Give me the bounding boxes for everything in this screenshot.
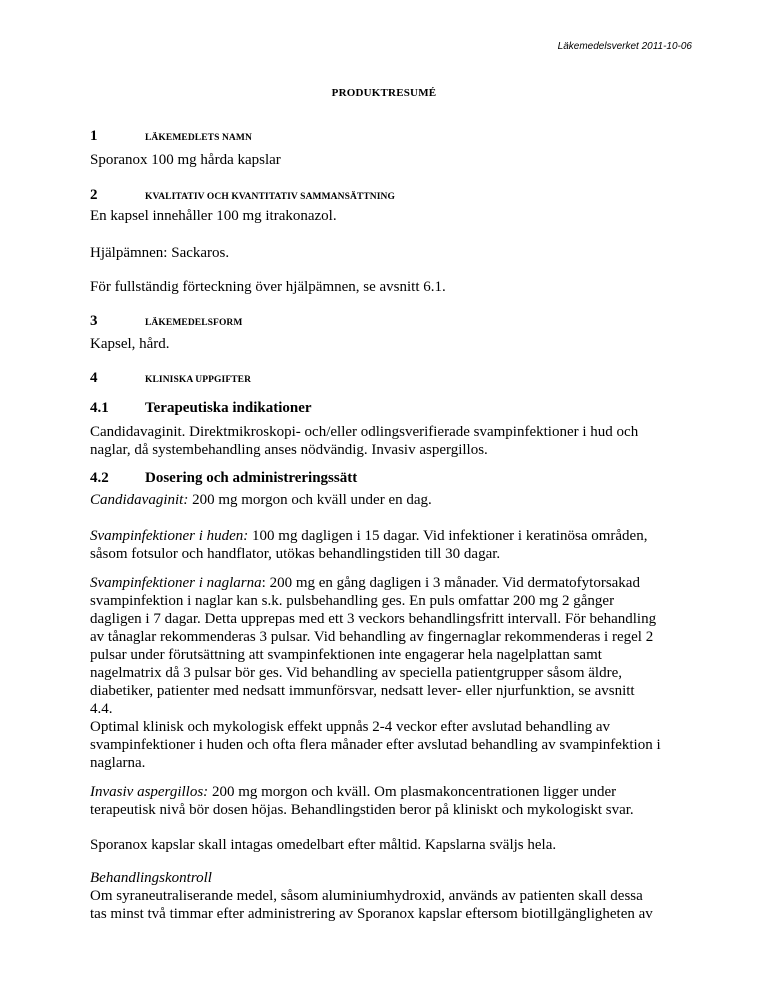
nail-infection-text: : 200 mg en gång dagligen i 3 månader. Vid dermatofytorsakad (261, 575, 640, 591)
product-name: Sporanox 100 mg hårda kapslar (90, 152, 281, 168)
skin-infection-label: Svampinfektioner i huden: (90, 528, 249, 544)
aspergillosis-label: Invasiv aspergillos: (90, 784, 209, 800)
nail-infection-line-7: diabetiker, patienter med nedsatt immunförsvar, nedsatt lever- eller njurfunktion, se avsnitt (90, 683, 635, 699)
section-4-2-number: 4.2 (90, 470, 109, 486)
aspergillosis-line-1 (90, 783, 690, 802)
nail-infection-line-4: av tånaglar rekommenderas 3 pulsar. Vid behandling av fingernaglar rekommenderas i regel 2 (90, 629, 654, 645)
intake-instruction: Sporanox kapslar skall intagas omedelbart efter måltid. Kapslarna sväljs hela. (90, 837, 557, 853)
candidavaginit-label: Candidavaginit: (90, 492, 189, 508)
indications-line-2: naglar, då systembehandling anses nödvändig. Invasiv aspergillos. (90, 442, 488, 458)
treatment-control-heading: Behandlingskontroll (90, 870, 212, 886)
nail-infection-line-6: nagelmatrix då 3 pulsar bör ges. Vid behandling av speciella patientgrupper såsom äldre, (90, 665, 622, 681)
section-4-heading: KLINISKA UPPGIFTER (145, 375, 252, 385)
optimal-effect-line-2: svampinfektioner i huden och ofta flera månader efter avslutad behandling av svampinfektion i (90, 737, 661, 753)
nail-infection-line-3: dagligen i 7 dagar. Detta upprepas med ett 3 veckors behandlingsfritt intervall. För behandling (90, 611, 657, 627)
nail-infection-line-2: svampinfektion i naglar kan s.k. pulsbehandling ges. En puls omfattar 200 mg 2 gånger (90, 593, 615, 609)
header-date: Läkemedelsverket 2011-10-06 (557, 41, 692, 52)
document-title: PRODUKTRESUMÉ (331, 87, 437, 99)
section-4-1-number: 4.1 (90, 400, 109, 416)
dosage-form-text: Kapsel, hård. (90, 336, 170, 352)
candidavaginit-paragraph (90, 491, 690, 510)
nail-infection-label: Svampinfektioner i naglarna (90, 575, 262, 591)
optimal-effect-line-1: Optimal klinisk och mykologisk effekt uppnås 2-4 veckor efter avslutad behandling av (90, 719, 611, 735)
section-1-heading: LÄKEMEDLETS NAMN (145, 133, 252, 143)
aspergillosis-text: 200 mg morgon och kväll. Om plasmakoncentrationen ligger under (208, 784, 617, 800)
treatment-control-line-1: Om syraneutraliserande medel, såsom aluminiumhydroxid, används av patienten skall dessa (90, 888, 643, 904)
aspergillosis-line-2: terapeutisk nivå bör dosen höjas. Behandlingstiden beror på kliniskt och mykologiskt svar. (90, 802, 634, 818)
section-1-number: 1 (90, 128, 98, 144)
indications-line-1: Candidavaginit. Direktmikroskopi- och/eller odlingsverifierade svampinfektioner i hud och (90, 424, 639, 440)
section-2-heading: KVALITATIV OCH KVANTITATIV SAMMANSÄTTNING (145, 192, 396, 202)
optimal-effect-line-3: naglarna. (90, 755, 146, 771)
section-4-1-heading: Terapeutiska indikationer (145, 400, 312, 416)
composition-text: En kapsel innehåller 100 mg itrakonazol. (90, 208, 337, 224)
nail-infection-line-5: pulsar under förutsättning att svampinfektionen inte engagerar hela nagelplattan samt (90, 647, 602, 663)
skin-infection-text: 100 mg dagligen i 15 dagar. Vid infektioner i keratinösa områden, (248, 528, 648, 544)
section-3-heading: LÄKEMEDELSFORM (145, 318, 243, 328)
skin-infection-line-1 (90, 527, 690, 546)
candidavaginit-text: 200 mg morgon och kväll under en dag. (188, 492, 432, 508)
excipients-text: Hjälpämnen: Sackaros. (90, 245, 230, 261)
section-4-number: 4 (90, 370, 98, 386)
section-4-2-heading: Dosering och administreringssätt (145, 470, 358, 486)
section-2-number: 2 (90, 187, 98, 203)
skin-infection-line-2: såsom fotsulor och handflator, utökas behandlingstiden till 30 dagar. (90, 546, 501, 562)
section-3-number: 3 (90, 313, 98, 329)
treatment-control-line-2: tas minst två timmar efter administrering av Sporanox kapslar eftersom biotillgängligheten av (90, 906, 653, 922)
nail-infection-line-8: 4.4. (90, 701, 113, 717)
nail-infection-line-1 (90, 574, 690, 593)
excipients-reference: För fullständig förteckning över hjälpämnen, se avsnitt 6.1. (90, 279, 446, 295)
